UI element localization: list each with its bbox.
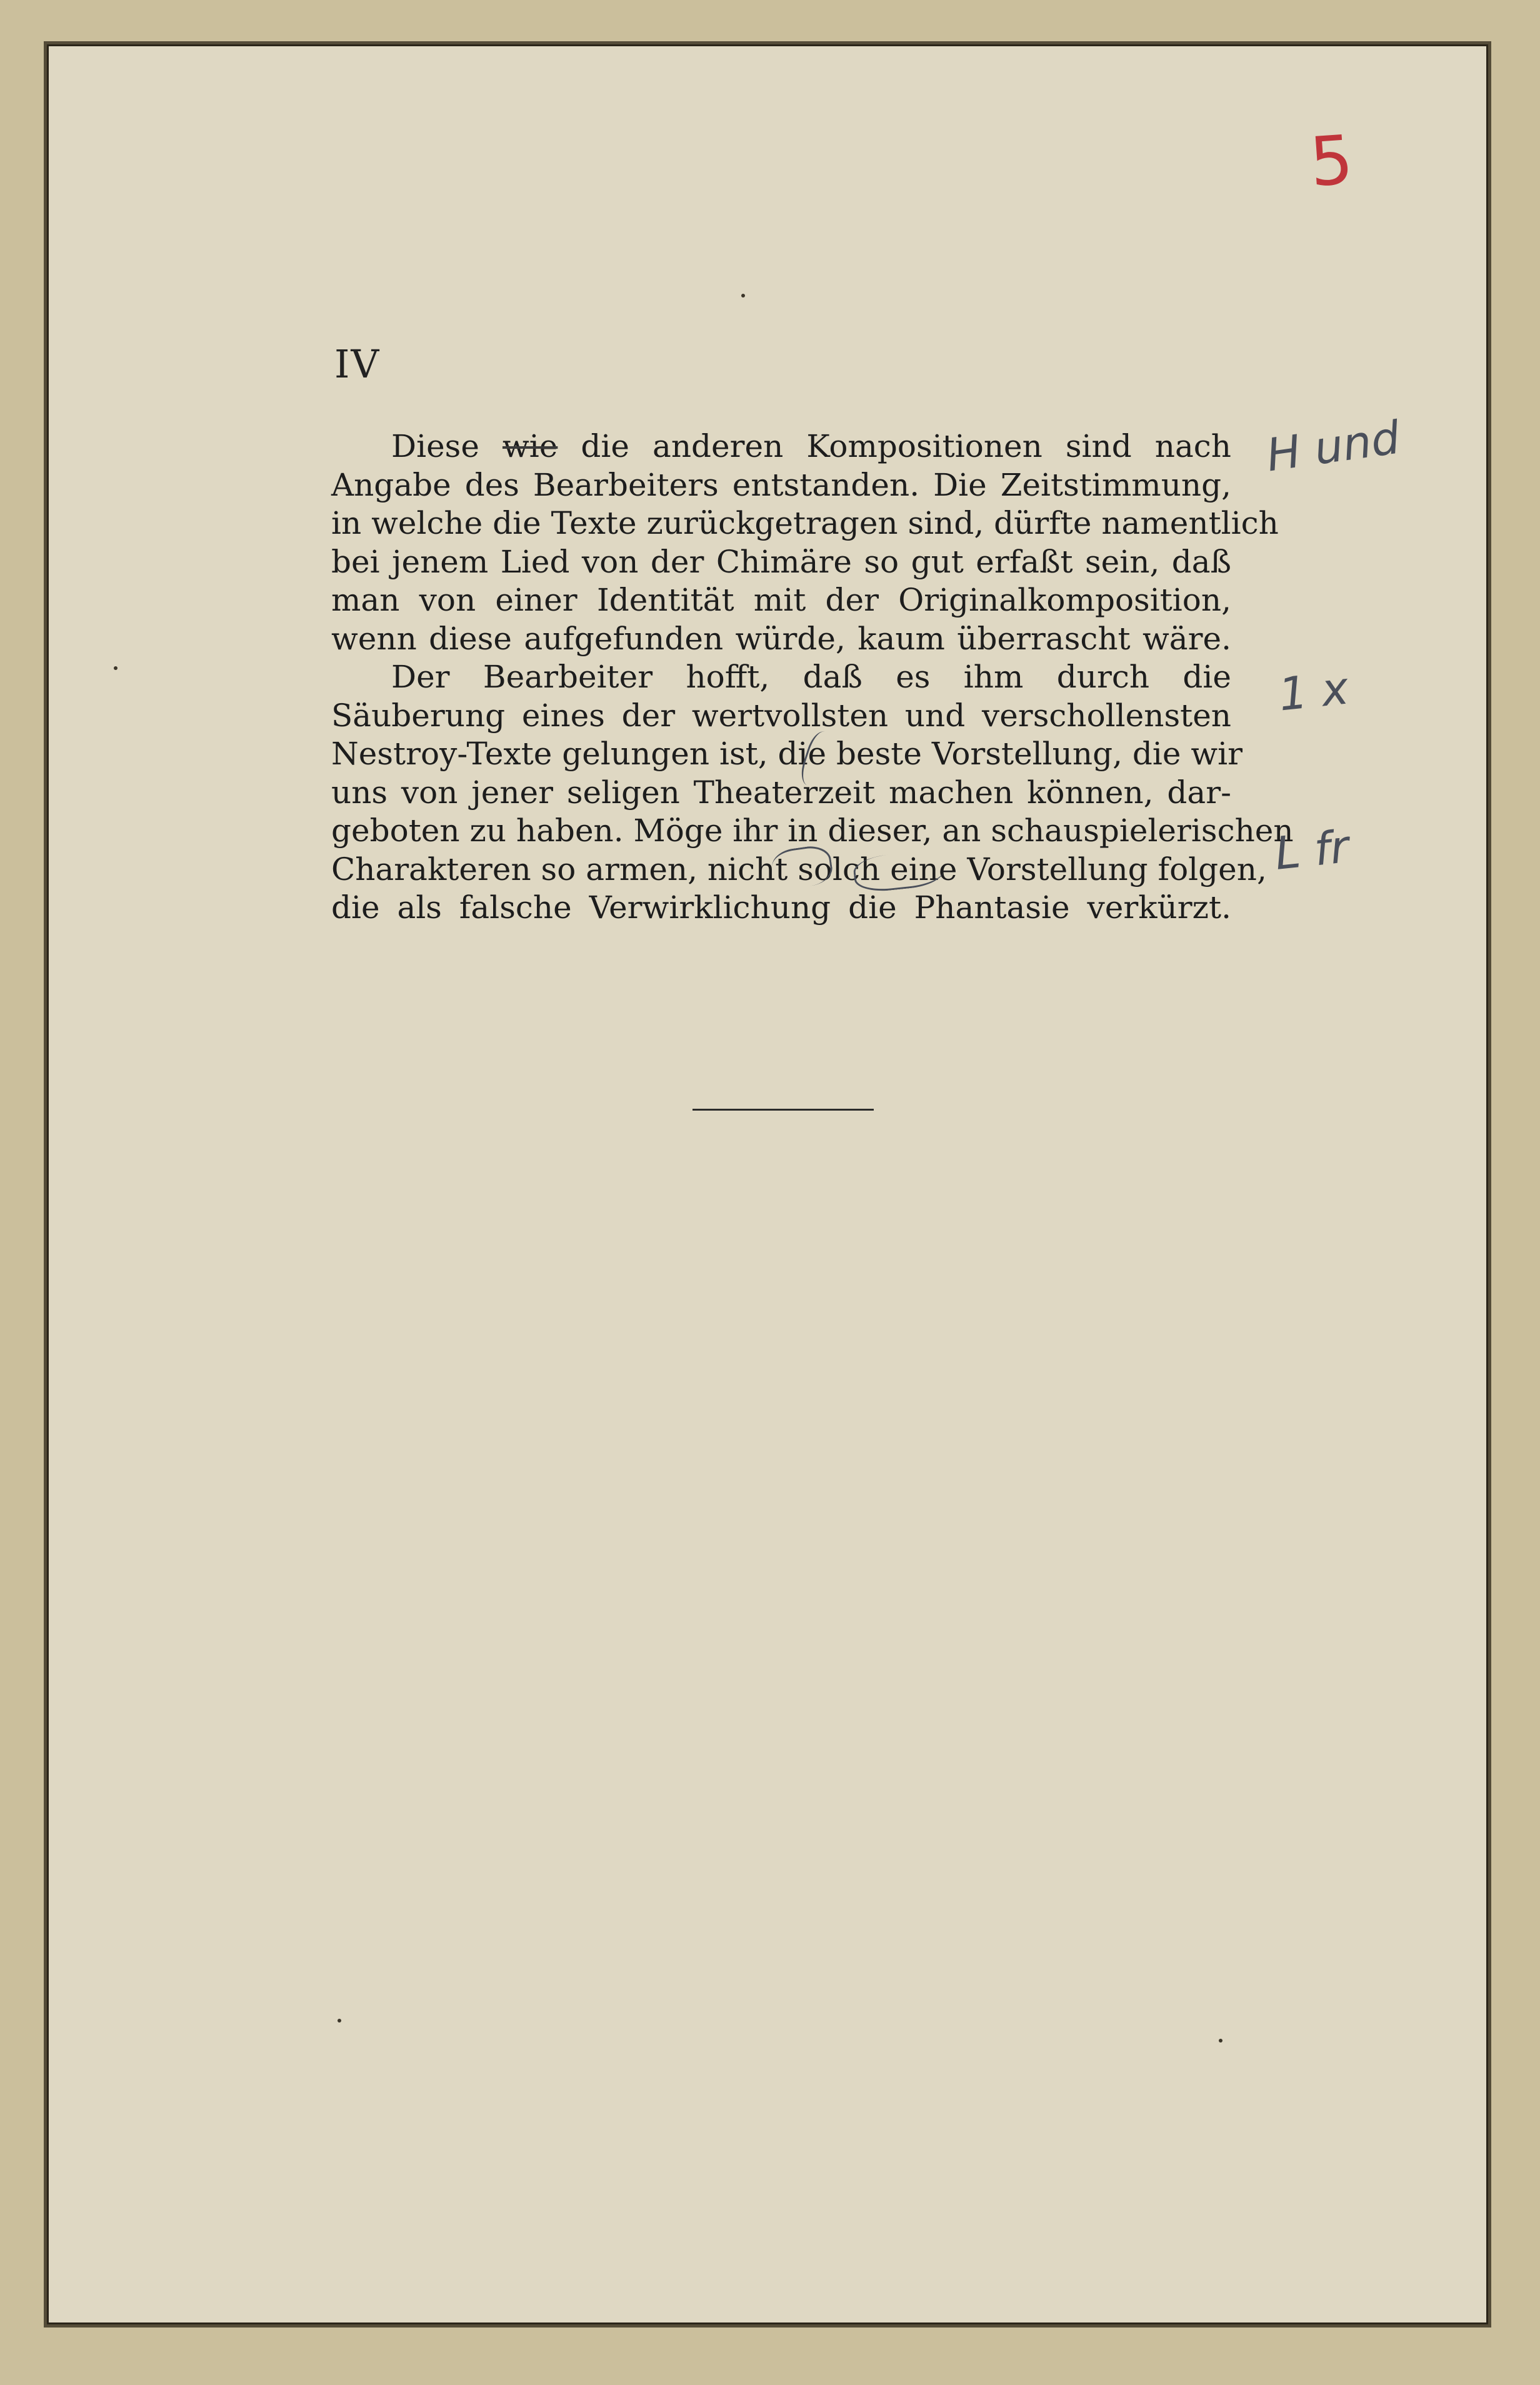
- text-line: Angabe des Bearbeiters entstanden. Die Zeitstimmung,: [331, 466, 1231, 503]
- section-divider: [692, 1109, 874, 1111]
- margin-note-handwritten: H und: [1263, 411, 1403, 482]
- text-line: die als falsche Verwirklichung die Phantasie verkürzt.: [331, 889, 1231, 926]
- paper-speck: [338, 2019, 341, 2022]
- margin-note-handwritten: L fr: [1272, 820, 1352, 880]
- text-fragment: Diese: [391, 428, 502, 464]
- page-number: 5: [1307, 121, 1356, 202]
- text-line: geboten zu haben. Möge ihr in dieser, an schauspielerischen: [331, 812, 1294, 849]
- text-line: uns von jener seligen Theaterzeit machen können, dar-: [331, 774, 1231, 811]
- text-line: wenn diese aufgefunden würde, kaum überrascht wäre.: [331, 620, 1231, 657]
- text-line: man von einer Identität mit der Originalkomposition,: [331, 582, 1231, 618]
- text-line: [331, 428, 1231, 466]
- text-fragment: die anderen Kompositionen sind nach: [558, 428, 1232, 464]
- text-line: in welche die Texte zurückgetragen sind, dürfte namentlich: [331, 505, 1279, 541]
- paper-speck: [114, 666, 118, 670]
- text-line: Charakteren so armen, nicht solch eine Vorstellung folgen,: [331, 851, 1267, 888]
- section-numeral: IV: [334, 341, 381, 387]
- text-line: Nestroy-Texte gelungen ist, die beste Vorstellung, die wir: [331, 736, 1243, 772]
- text-line: bei jenem Lied von der Chimäre so gut erfaßt sein, daß: [331, 543, 1231, 580]
- text-line: Der Bearbeiter hofft, daß es ihm durch die: [391, 659, 1231, 695]
- paper-speck: [1219, 2039, 1222, 2042]
- paper-speck: [741, 294, 745, 298]
- margin-note-handwritten: 1 x: [1276, 661, 1351, 721]
- document-page: [49, 46, 1486, 2322]
- struck-word: wie: [502, 428, 558, 464]
- text-line: Säuberung eines der wertvollsten und verschollensten: [331, 697, 1231, 734]
